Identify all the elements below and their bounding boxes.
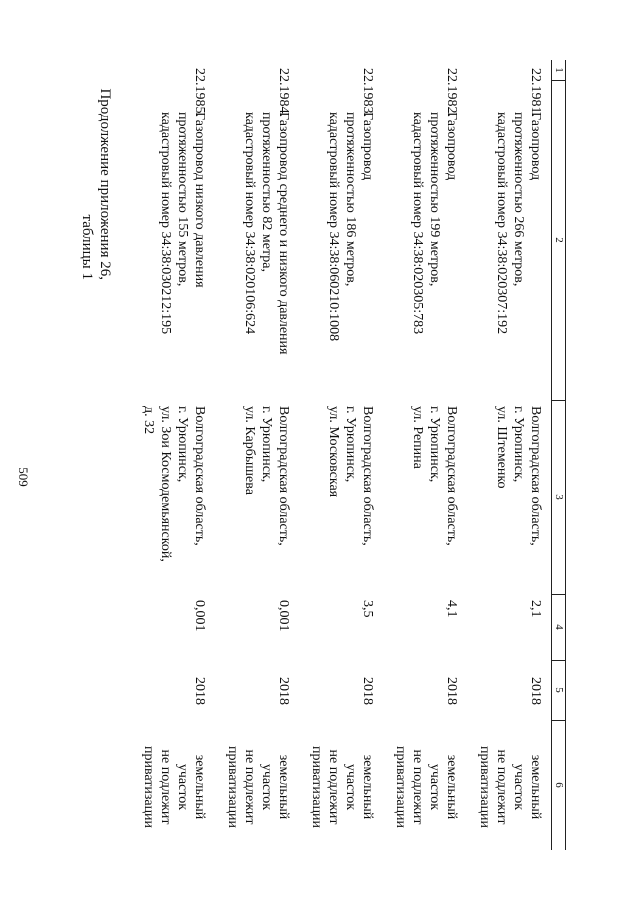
row-year: 2018 [528, 677, 543, 705]
row-area: 3,5 [360, 600, 375, 618]
page-number: 509 [16, 467, 31, 487]
row-year: 2018 [192, 677, 207, 705]
table-header-col-5: 5 [553, 687, 565, 693]
row-number: 22.1982. [444, 68, 459, 117]
row-area: 0,001 [276, 600, 291, 632]
continuation-heading: Продолжение приложения 26, таблицы 1 [79, 88, 113, 280]
table-row [376, 60, 460, 850]
table-row [208, 60, 292, 850]
row-area: 2,1 [528, 600, 543, 618]
table-row [460, 60, 544, 850]
table-header-col-1: 1 [553, 67, 565, 73]
row-description: Газопровод протяженностью 266 метров, кадастровый номер 34:38:020307:192 [494, 112, 543, 335]
table-header-col-6: 6 [553, 782, 565, 788]
row-status: земельный участок не подлежит приватизации [225, 745, 291, 829]
row-description: Газопровод протяженностью 199 метров, кадастровый номер 34:38:020305:783 [410, 112, 459, 335]
row-address: Волгоградская область, г. Урюпинск, ул. Московская [326, 406, 375, 546]
row-address: Волгоградская область, г. Урюпинск, ул. Репина [410, 406, 459, 546]
row-year: 2018 [360, 677, 375, 705]
row-status: земельный участок не подлежит приватизации [477, 745, 543, 829]
table-row [124, 60, 208, 850]
row-area: 0,001 [192, 600, 207, 632]
row-address: Волгоградская область, г. Урюпинск, ул. Штеменко [494, 406, 543, 546]
row-description: Газопровод протяженностью 186 метров, кадастровый номер 34:38:060210:1008 [326, 112, 375, 342]
row-description: Газопровод низкого давления протяженностью 155 метров, кадастровый номер 34:38:030212:195 [158, 112, 207, 335]
row-number: 22.1983. [360, 68, 375, 117]
table-header-col-3: 3 [553, 494, 565, 500]
row-year: 2018 [276, 677, 291, 705]
table-header-col-4: 4 [553, 624, 565, 630]
row-description: Газопровод среднего и низкого давления протяженностью 82 метра, кадастровый номер 34:38:020106:624 [242, 112, 291, 355]
row-year: 2018 [444, 677, 459, 705]
row-address: Волгоградская область, г. Урюпинск, ул. Карбышева [242, 406, 291, 546]
row-area: 4,1 [444, 600, 459, 618]
row-address: Волгоградская область, г. Урюпинск, ул. Зои Космодемьянской, д. 32 [141, 406, 207, 562]
row-status: земельный участок не подлежит приватизации [393, 745, 459, 829]
row-number: 22.1985. [192, 68, 207, 117]
table-row [292, 60, 376, 850]
table-header-col-2: 2 [553, 237, 565, 243]
row-number: 22.1981. [528, 68, 543, 117]
property-table [126, 60, 566, 850]
row-status: земельный участок не подлежит приватизации [141, 745, 207, 829]
row-number: 22.1984. [276, 68, 291, 117]
row-status: земельный участок не подлежит приватизации [309, 745, 375, 829]
